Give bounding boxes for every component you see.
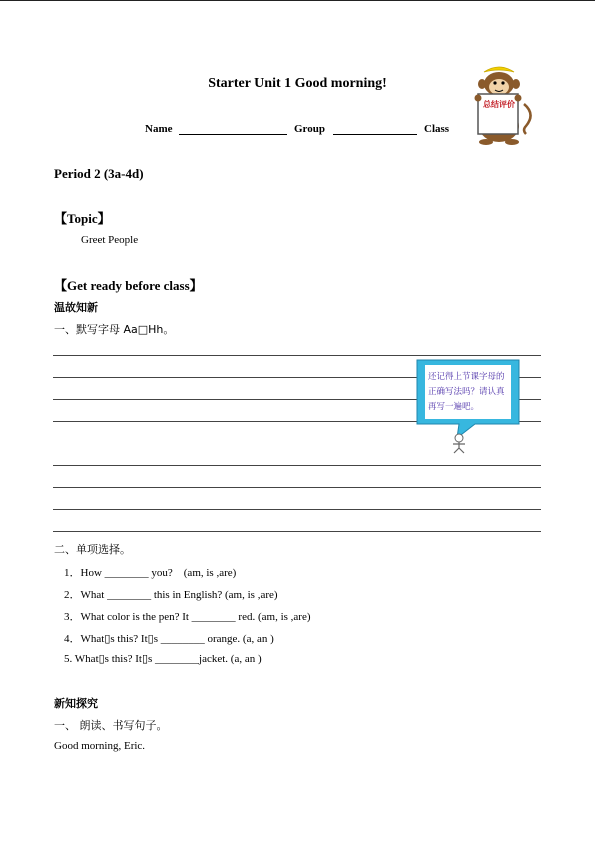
task2-instruction: 二、单项选择。 [54,543,131,556]
writing-line[interactable] [53,509,541,510]
new-knowledge-heading: 新知探究 [54,697,98,710]
prep-heading: 【Get ready before class】 [54,278,203,293]
group-blank[interactable] [333,134,417,135]
group-label: Group [294,123,325,135]
period-heading: Period 2 (3a-4d) [54,166,144,181]
top-border [0,0,595,1]
topic-text: Greet People [81,234,139,246]
question-item: 4．What▯s this? It▯s ________ orange. (a, an ) [64,633,274,645]
question-item: 2．What ________ this in English? (am, is ,are) [64,589,278,601]
new-task1-instruction: 一、 朗读、书写句子。 [54,719,168,732]
example-sentence: Good morning, Eric. [54,740,146,752]
writing-line[interactable] [53,531,541,532]
question-item: 3．What color is the pen? It ________ red. (am, is ,are) [64,611,311,623]
writing-line[interactable] [53,465,541,466]
name-blank[interactable] [179,134,287,135]
name-label: Name [145,123,173,135]
question-item: 1．How ________ you? (am, is ,are) [64,567,237,579]
badge-label: 总结评价 [483,100,515,109]
task1-instruction: 一、默写字母 Aa□Hh。 [54,323,175,336]
hint-bubble-text: 还记得上节课字母的正确写法吗？请认真再写一遍吧。 [428,372,505,412]
class-label: Class [424,123,450,135]
page-title: Starter Unit 1 Good morning! [208,76,387,91]
topic-heading: 【Topic】 [54,211,111,226]
review-heading: 温故知新 [54,301,98,314]
writing-line[interactable] [53,487,541,488]
question-item: 5. What▯s this? It▯s ________jacket. (a, an ) [64,653,262,665]
